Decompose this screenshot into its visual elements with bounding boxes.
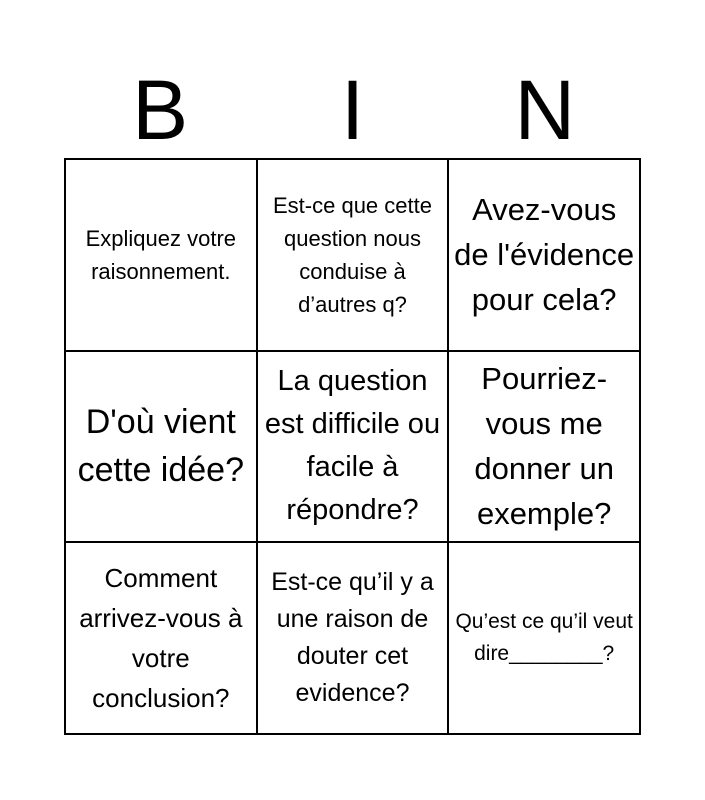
- cell-text: Est-ce qu’il y a une raison de douter cet evidence?: [271, 568, 434, 708]
- header-letter-n: N: [514, 63, 576, 157]
- cell-text: Est-ce que cette question nous conduise à d’autres q?: [273, 192, 432, 317]
- bingo-grid: [64, 158, 641, 735]
- header-letter-b: B: [132, 63, 189, 157]
- cell-text: Comment arrivez-vous à votre conclusion?: [79, 563, 243, 714]
- bingo-cell-6[interactable]: [449, 352, 641, 544]
- cell-text: Expliquez votre raisonnement.: [85, 225, 237, 284]
- bingo-cell-8[interactable]: [258, 543, 450, 735]
- bingo-cell-2[interactable]: [258, 160, 450, 352]
- header-letter-i: I: [340, 63, 365, 157]
- bingo-cell-9[interactable]: [449, 543, 641, 735]
- cell-text: Avez-vous de l'évidence pour cela?: [454, 192, 635, 318]
- cell-text: La question est difficile ou facile à répondre?: [264, 365, 441, 527]
- bingo-cell-5[interactable]: [258, 352, 450, 544]
- cell-text: Qu’est ce qu’il veut dire________?: [455, 610, 633, 666]
- bingo-header: [64, 62, 641, 158]
- bingo-cell-3[interactable]: [449, 160, 641, 352]
- bingo-cell-4[interactable]: [66, 352, 258, 544]
- bingo-cell-1[interactable]: [66, 160, 258, 352]
- cell-text: Pourriez-vous me donner un exemple?: [474, 361, 614, 532]
- cell-text: D'où vient cette idée?: [77, 403, 244, 490]
- bingo-cell-7[interactable]: [66, 543, 258, 735]
